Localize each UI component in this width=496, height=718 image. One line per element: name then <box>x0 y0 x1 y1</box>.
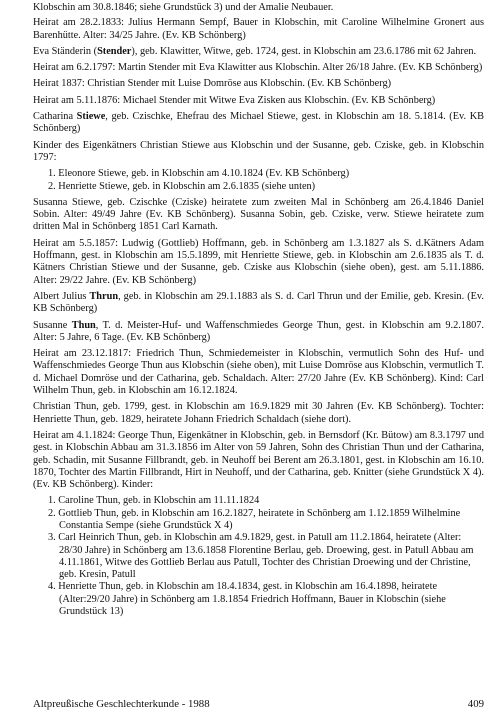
list-item: 4. Henriette Thun, geb. in Klobschin am 18.4.1834, gest. in Klobschin am 16.4.1898, heiratete (Alter:29/20 Jahre) in Schönberg am 1.8.1854 Friedrich Hoffmann, Bauer in Klobschin (siehe Grundstück 13) <box>48 581 446 618</box>
surname: Stender <box>97 45 132 57</box>
entry-text-start: Susanne <box>33 319 72 331</box>
entry-text-rest: ), geb. Klawitter, Witwe, geb. 1724, gest. in Klobschin am 23.6.1786 mit 62 Jahren. <box>131 45 477 57</box>
list-item: 2. Henriette Stiewe, geb. in Klobschin am 2.6.1835 (siehe unten) <box>48 180 316 192</box>
entry-text-start: Eva Ständerin ( <box>33 45 98 57</box>
numbered-list <box>33 495 484 618</box>
entry-paragraph: Susanna Stiewe, geb. Czischke (Cziske) heiratete zum zweiten Mal in Schönberg am 26.4.1846 Daniel Sobin. Alter: 49/49 Jahre (Ev. KB Schönberg). Susanna Sobin, geb. Cziske, verw. Stiewe heiratete zum dritten Mal in Schönberg 1851 Carl Karnath. <box>33 196 484 233</box>
entry-paragraph: Heirat am 5.5.1857: Ludwig (Gottlieb) Hoffmann, geb. in Schönberg am 1.3.1827 als S. d.Kätners Adam Hoffmann, gest. in Klobschin am 15.5.1899, mit Henriette Stiewe, geb. in Klobschin am 2.6.1835 als T. d. Kätners Christian Stiewe und der Susanne, geb. Cziske aus Klobschin (siehe oben), gest. am 5.11.1886. Alter: 29/22 Jahre. (Ev. KB Schönberg) <box>33 237 484 286</box>
entry-paragraph: Christian Thun, geb. 1799, gest. in Klobschin am 16.9.1829 mit 30 Jahren (Ev. KB Schönberg). Tochter: Henriette Thun, geb. 1829, heiratete Johann Friedrich Schaldach (siehe dort). <box>33 401 484 425</box>
entry-paragraph: Klobschin am 30.8.1846; siehe Grundstück 3) und der Amalie Neubauer. <box>33 2 334 13</box>
entry-paragraph <box>33 320 484 345</box>
entry-text-rest: , geb. in Klobschin am 29.1.1883 als S. d. Carl Thrun und der Emilie, geb. Kresin. (Ev. KB Schönberg) <box>33 290 484 315</box>
entry-paragraph: Heirat am 23.12.1817: Friedrich Thun, Schmiedemeister in Klobschin, vermutlich Sohn des Huf- und Waffenschmiedes George Thun aus Klobschin (siehe oben), mit Luise Domröse aus Klobschin, vermutlich T. d. Michael Domröse und der Catharina, geb. Schaldach. Alter: 27/20 Jahre (Ev. KB Schönberg). Kind: Carl Wilhelm Thun, geb. in Klobschin am 16.12.1824. <box>33 348 484 397</box>
list-item: 1. Caroline Thun, geb. in Klobschin am 11.11.1824 <box>48 495 260 507</box>
entry-paragraph: Heirat am 4.1.1824: George Thun, Eigenkätner in Klobschin, geb. in Bernsdorf (Kr. Bütow) am 8.3.1797 und gest. in Klobschin Abbau am 31.3.1856 im Alter von 59 Jahren, Sohn des Christian Thun und der Catharina, geb. Schadin, mit Susanne Fillbrandt, geb. in Neuhoff bei Berent am 26.3.1801, gest. in Klobschin am 16.10. 1870, Tochter des Martin Fillbrandt, Hirt in Neuhoff, und der Catharina, geb. Knitter (siehe Grundstück X 4). (Ev. KB Schönberg). Kinder: <box>33 429 484 491</box>
entry-text-start: Albert Julius <box>33 290 90 302</box>
entry-paragraph: Kinder des Eigenkätners Christian Stiewe aus Klobschin und der Susanne, geb. Cziske, geb. in Klobschin 1797: <box>33 139 484 163</box>
page-footer <box>33 698 484 711</box>
surname: Thun <box>71 319 96 331</box>
surname: Stiewe <box>76 111 106 123</box>
document-body <box>33 2 484 618</box>
list-item: 3. Carl Heinrich Thun, geb. in Klobschin am 4.9.1829, gest. in Patull am 11.2.1864, heiratete (Alter: 28/30 Jahre) in Schönberg am 13.6.1858 Florentine Berlau, geb. Droewing, gest. in Patull Abbau am 4.11.1861, Witwe des Gottlieb Berlau aus Patull, Tochter des Christian Droewing und der Christine, geb. Kresin, Patull <box>48 532 474 581</box>
entry-text-start: Catharina <box>33 111 77 123</box>
entry-paragraph: Heirat 1837: Christian Stender mit Luise Domröse aus Klobschin. (Ev. KB Schönberg) <box>33 78 392 90</box>
entry-text-rest: , T. d. Meister-Huf- und Waffenschmiedes George Thun, gest. in Klobschin am 9.2.1807. Alter: 5 Jahre, 6 Tage. (Ev. KB Schönberg) <box>33 319 484 343</box>
numbered-list <box>33 168 484 193</box>
footer-journal-title: Altpreußische Geschlechterkunde - 1988 <box>33 698 210 710</box>
entry-paragraph: Heirat am 28.2.1833: Julius Hermann Sempf, Bauer in Klobschin, mit Caroline Wilhelmine Gronert aus Barenhütte. Alter: 34/25 Jahre. (Ev. KB Schönberg) <box>33 17 484 41</box>
entry-paragraph <box>33 291 484 316</box>
surname: Thrun <box>89 290 119 302</box>
list-item: 1. Eleonore Stiewe, geb. in Klobschin am 4.10.1824 (Ev. KB Schönberg) <box>48 168 350 180</box>
entry-paragraph <box>33 46 484 58</box>
footer-page-number: 409 <box>467 698 484 710</box>
entry-paragraph <box>33 111 484 136</box>
list-item: 2. Gottlieb Thun, geb. in Klobschin am 16.2.1827, heiratete in Schönberg am 1.12.1859 Wilhelmine Constantia Sempe (siehe Grundstück X 4) <box>48 507 461 531</box>
entry-paragraph: Heirat am 5.11.1876: Michael Stender mit Witwe Eva Zisken aus Klobschin. (Ev. KB Schönberg) <box>33 94 436 106</box>
entry-paragraph: Heirat am 6.2.1797: Martin Stender mit Eva Klawitter aus Klobschin. Alter 26/18 Jahre. (Ev. KB Schönberg) <box>33 62 483 74</box>
entry-text-rest: , geb. Czischke, Ehefrau des Michael Stiewe, gest. in Klobschin am 18. 5.1814. (Ev. KB Schönberg) <box>33 111 485 135</box>
